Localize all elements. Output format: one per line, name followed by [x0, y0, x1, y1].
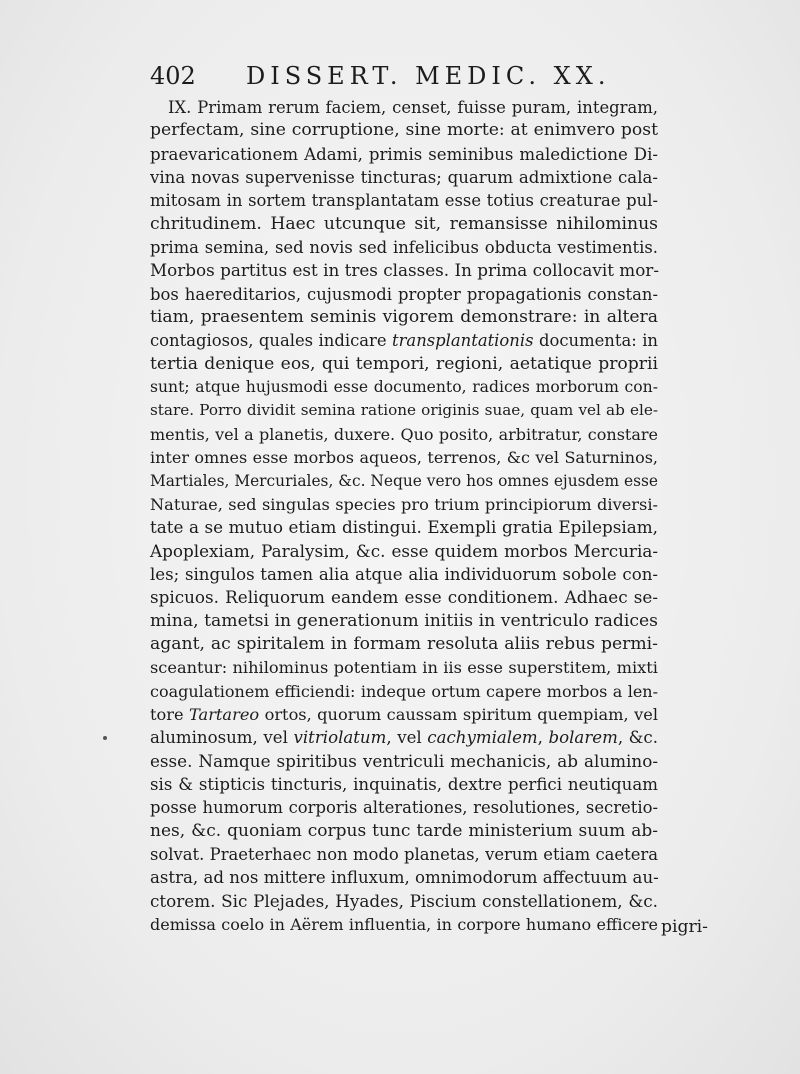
text-line: [150, 726, 658, 749]
text-line: Naturae, sed singulas species pro trium principiorum diversi-: [150, 494, 658, 514]
text-line: mina, tametsi in generationum initiis in ventriculo radices: [150, 610, 658, 631]
text-line: perfectam, sine corruptione, sine morte: at enimvero post: [150, 120, 658, 141]
text-line: bos haereditarios, cujusmodi propter propagationis constan-: [150, 284, 658, 304]
text-line: [150, 703, 658, 726]
italic-term: vitriolatum: [293, 728, 387, 748]
italic-term: cachymialem: [427, 728, 538, 748]
text-line: mentis, vel a planetis, duxere. Quo posito, arbitratur, constare: [150, 424, 658, 444]
text-span: aluminosum, vel: [150, 728, 294, 748]
text-line: vina novas supervenisse tincturas; quarum admixtione cala-: [150, 168, 658, 188]
text-line: posse humorum corporis alterationes, resolutiones, secretio-: [150, 798, 658, 818]
italic-term: transplantationis: [392, 331, 534, 351]
text-line: sceantur: nihilominus potentiam in iis esse superstitem, mixti: [150, 658, 658, 678]
text-line: Apoplexiam, Paralysim, &c. esse quidem morbos Mercuria-: [150, 540, 658, 561]
catchword: pigri-: [660, 917, 708, 937]
text-line: demissa coelo in Aërem influentia, in corpore humano efficere: [150, 915, 658, 935]
page-number: 402: [150, 62, 196, 90]
text-line: prima semina, sed novis sed infelicibus obducta vestimentis.: [150, 238, 658, 258]
text-line: tertia denique eos, qui tempori, regioni, aetatique proprii: [150, 353, 658, 374]
text-line: les; singulos tamen alia atque alia individuorum sobole con-: [150, 564, 658, 584]
text-line: inter omnes esse morbos aqueos, terrenos, &c vel Saturninos,: [150, 448, 658, 468]
text-line: esse. Namque spiritibus ventriculi mechanicis, ab alumino-: [150, 750, 658, 771]
text-line: mitosam in sortem transplantatam esse totius creaturae pul-: [150, 191, 658, 211]
text-line: Morbos partitus est in tres classes. In prima collocavit mor-: [150, 260, 659, 281]
text-line: Martiales, Mercuriales, &c. Neque vero hos omnes ejusdem esse: [150, 471, 658, 490]
body-text: [150, 96, 658, 936]
text-line: agant, ac spiritalem in formam resoluta aliis rebus permi-: [150, 633, 658, 654]
italic-term: Tartareo: [189, 704, 260, 724]
text-span: documenta: in: [533, 331, 658, 351]
page-header: [150, 62, 660, 92]
text-line: coagulationem efficiendi: indeque ortum capere morbos a len-: [150, 681, 658, 701]
text-line: tate a se mutuo etiam distingui. Exempli gratia Epilepsiam,: [150, 517, 658, 538]
text-line: spicuos. Reliquorum eandem esse conditionem. Adhaec se-: [150, 587, 658, 608]
ink-speck: [103, 736, 107, 740]
text-span: ,: [537, 728, 549, 748]
text-line: solvat. Praeterhaec non modo planetas, verum etiam caetera: [150, 845, 658, 864]
text-span: contagiosos, quales indicare: [150, 331, 393, 351]
text-line: praevaricationem Adami, primis seminibus maledictione Di-: [150, 144, 658, 164]
text-line: sis & stipticis tincturis, inquinatis, dextre perfici neutiquam: [150, 774, 658, 794]
italic-term: bolarem: [548, 728, 618, 748]
text-span: , vel: [386, 728, 428, 748]
text-line: [150, 329, 658, 352]
text-span: tore: [150, 704, 189, 724]
text-line: nes, &c. quoniam corpus tunc tarde ministerium suum ab-: [150, 820, 658, 841]
text-line: ctorem. Sic Plejades, Hyades, Piscium constellationem, &c.: [150, 890, 658, 911]
text-line: astra, ad nos mittere influxum, omnimodorum affectuum au-: [150, 868, 659, 888]
text-line: sunt; atque hujusmodi esse documento, radices morborum con-: [150, 378, 658, 397]
text-span: ortos, quorum caussam spiritum quempiam, vel: [259, 704, 659, 724]
text-line: stare. Porro dividit semina ratione originis suae, quam vel ab ele-: [150, 401, 658, 420]
text-span: , &c.: [617, 728, 659, 748]
running-head: DISSERT. MEDIC. XX.: [246, 62, 611, 90]
text-line: tiam, praesentem seminis vigorem demonstrare: in altera: [150, 307, 658, 328]
text-line: chritudinem. Haec utcunque sit, remansisse nihilominus: [150, 213, 658, 234]
text-line: IX. Primam rerum faciem, censet, fuisse puram, integram,: [168, 98, 658, 117]
